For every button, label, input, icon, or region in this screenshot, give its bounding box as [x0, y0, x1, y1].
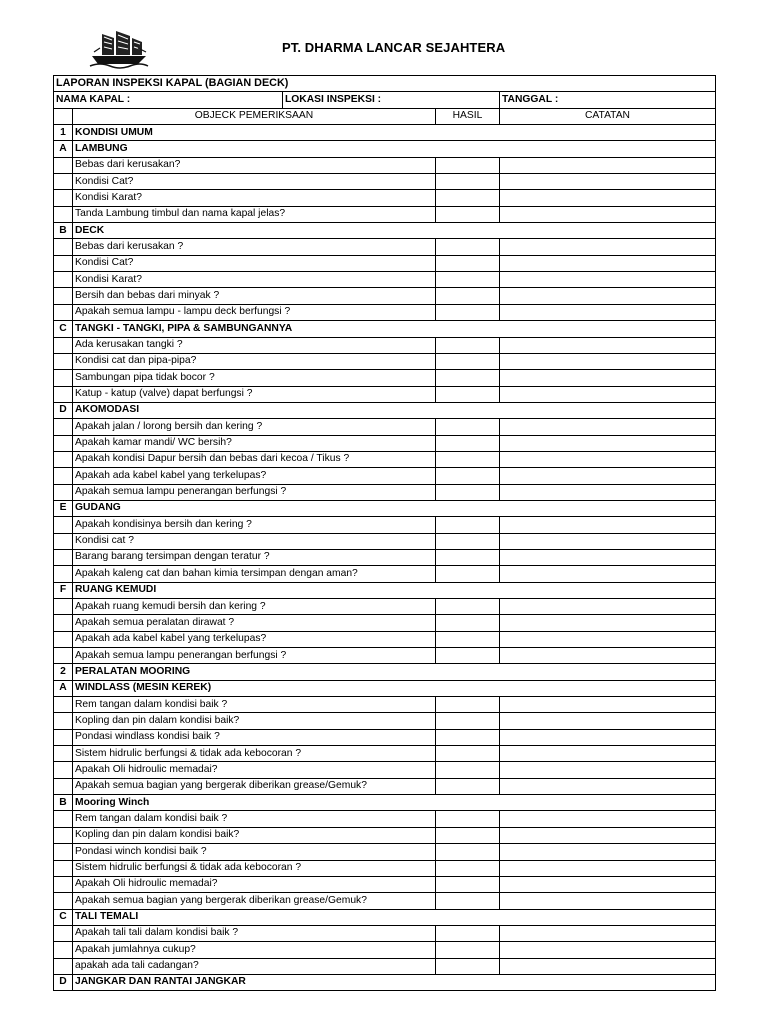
column-header-object: OBJECK PEMERIKSAAN	[73, 108, 436, 124]
checklist-row	[54, 549, 716, 565]
checklist-item-label: Apakah semua lampu - lampu deck berfungsi ?	[73, 304, 283, 320]
result-cell[interactable]	[436, 157, 500, 173]
object-extension-cell	[283, 729, 436, 745]
section-row	[54, 321, 716, 337]
column-header-notes: CATATAN	[500, 108, 716, 124]
checklist-row	[54, 337, 716, 353]
result-cell[interactable]	[436, 893, 500, 909]
section-row	[54, 664, 716, 680]
notes-cell[interactable]	[500, 337, 716, 353]
checklist-row	[54, 958, 716, 974]
checklist-row	[54, 925, 716, 941]
result-cell[interactable]	[436, 533, 500, 549]
checklist-row	[54, 942, 716, 958]
checklist-row	[54, 370, 716, 386]
result-cell[interactable]	[436, 386, 500, 402]
checklist-row	[54, 353, 716, 369]
row-number: E	[54, 500, 73, 516]
checklist-row	[54, 631, 716, 647]
checklist-item-label: Sambungan pipa tidak bocor ?	[73, 370, 283, 386]
notes-cell[interactable]	[500, 827, 716, 843]
result-cell[interactable]	[436, 468, 500, 484]
result-cell[interactable]	[436, 517, 500, 533]
object-extension-cell	[283, 811, 436, 827]
checklist-row	[54, 451, 716, 467]
row-number	[54, 746, 73, 762]
row-number	[54, 370, 73, 386]
row-number	[54, 206, 73, 222]
result-cell[interactable]	[436, 713, 500, 729]
row-number: F	[54, 582, 73, 598]
checklist-item-label: Apakah Oli hidroulic memadai?	[73, 876, 283, 892]
checklist-item-label: Barang barang tersimpan dengan teratur ?	[73, 549, 283, 565]
result-cell[interactable]	[436, 566, 500, 582]
result-cell[interactable]	[436, 778, 500, 794]
object-extension-cell	[283, 762, 436, 778]
checklist-item-label: Apakah kamar mandi/ WC bersih?	[73, 435, 283, 451]
object-extension-cell	[283, 599, 436, 615]
result-cell[interactable]	[436, 419, 500, 435]
checklist-row	[54, 599, 716, 615]
object-extension-cell	[283, 174, 436, 190]
object-extension-cell	[283, 942, 436, 958]
column-header-result: HASIL	[436, 108, 500, 124]
form-title-row	[54, 76, 716, 92]
checklist-item-label: Ada kerusakan tangki ?	[73, 337, 283, 353]
object-extension-cell	[283, 925, 436, 941]
section-row	[54, 680, 716, 696]
checklist-row	[54, 288, 716, 304]
result-cell[interactable]	[436, 958, 500, 974]
object-extension-cell	[283, 206, 436, 222]
row-number: D	[54, 402, 73, 418]
row-number	[54, 860, 73, 876]
row-number	[54, 778, 73, 794]
row-number	[54, 484, 73, 500]
object-extension-cell	[283, 517, 436, 533]
object-extension-cell	[283, 860, 436, 876]
object-extension-cell	[283, 190, 436, 206]
object-extension-cell	[283, 370, 436, 386]
row-number	[54, 451, 73, 467]
section-row	[54, 223, 716, 239]
notes-cell[interactable]	[500, 697, 716, 713]
row-number	[54, 517, 73, 533]
section-heading: LAMBUNG	[73, 141, 716, 157]
checklist-row	[54, 190, 716, 206]
notes-cell[interactable]	[500, 484, 716, 500]
checklist-item-label: Apakah kondisi Dapur bersih dan bebas dari kecoa / Tikus ?	[73, 451, 283, 467]
row-number: 1	[54, 125, 73, 141]
row-number	[54, 615, 73, 631]
checklist-row	[54, 844, 716, 860]
result-cell[interactable]	[436, 190, 500, 206]
checklist-row	[54, 533, 716, 549]
notes-cell[interactable]	[500, 157, 716, 173]
checklist-item-label: Kondisi Cat?	[73, 255, 283, 271]
row-number	[54, 157, 73, 173]
notes-cell[interactable]	[500, 239, 716, 255]
section-heading: KONDISI UMUM	[73, 125, 716, 141]
notes-cell[interactable]	[500, 272, 716, 288]
notes-cell[interactable]	[500, 451, 716, 467]
checklist-item-label: Apakah jalan / lorong bersih dan kering ?	[73, 419, 283, 435]
object-extension-cell	[283, 697, 436, 713]
notes-cell[interactable]	[500, 844, 716, 860]
ship-logo-icon	[88, 28, 150, 68]
object-extension-cell	[283, 844, 436, 860]
result-cell[interactable]	[436, 599, 500, 615]
checklist-item-label: Kondisi Karat?	[73, 190, 283, 206]
checklist-row	[54, 648, 716, 664]
notes-cell[interactable]	[500, 860, 716, 876]
object-extension-cell	[283, 484, 436, 500]
checklist-row	[54, 811, 716, 827]
notes-cell[interactable]	[500, 174, 716, 190]
notes-cell[interactable]	[500, 353, 716, 369]
notes-cell[interactable]	[500, 468, 716, 484]
checklist-item-label: Kopling dan pin dalam kondisi baik?	[73, 713, 283, 729]
notes-cell[interactable]	[500, 206, 716, 222]
checklist-item-label: Kondisi cat dan pipa-pipa?	[73, 353, 283, 369]
row-number: A	[54, 141, 73, 157]
object-extension-cell	[283, 876, 436, 892]
column-header-number	[54, 108, 73, 124]
row-number: C	[54, 909, 73, 925]
checklist-row	[54, 386, 716, 402]
checklist-item-label: Apakah semua lampu penerangan berfungsi ?	[73, 648, 283, 664]
checklist-item-label: Apakah kaleng cat dan bahan kimia tersimpan dengan aman?	[73, 566, 283, 582]
checklist-row	[54, 729, 716, 745]
object-extension-cell	[283, 157, 436, 173]
notes-cell[interactable]	[500, 566, 716, 582]
company-name: PT. DHARMA LANCAR SEJAHTERA	[282, 40, 506, 55]
row-number	[54, 648, 73, 664]
section-row	[54, 125, 716, 141]
object-extension-cell	[283, 746, 436, 762]
row-number: 2	[54, 664, 73, 680]
notes-cell[interactable]	[500, 729, 716, 745]
result-cell[interactable]	[436, 762, 500, 778]
object-extension-cell	[283, 337, 436, 353]
checklist-item-label: Rem tangan dalam kondisi baik ?	[73, 697, 283, 713]
checklist-item-label: Kondisi Karat?	[73, 272, 283, 288]
row-number	[54, 631, 73, 647]
checklist-item-label: Apakah ada kabel kabel yang terkelupas?	[73, 631, 283, 647]
checklist-item-label: Tanda Lambung timbul dan nama kapal jelas?	[73, 206, 283, 222]
checklist-item-label: Apakah kondisinya bersih dan kering ?	[73, 517, 283, 533]
row-number: B	[54, 795, 73, 811]
notes-cell[interactable]	[500, 190, 716, 206]
object-extension-cell	[283, 272, 436, 288]
checklist-row	[54, 746, 716, 762]
result-cell[interactable]	[436, 288, 500, 304]
page-header	[0, 28, 768, 72]
notes-cell[interactable]	[500, 517, 716, 533]
result-cell[interactable]	[436, 925, 500, 941]
notes-cell[interactable]	[500, 419, 716, 435]
checklist-item-label: Pondasi windlass kondisi baik ?	[73, 729, 283, 745]
section-heading: TALI TEMALI	[73, 909, 716, 925]
checklist-item-label: Kopling dan pin dalam kondisi baik?	[73, 827, 283, 843]
checklist-row	[54, 713, 716, 729]
object-extension-cell	[283, 827, 436, 843]
row-number	[54, 288, 73, 304]
section-row	[54, 402, 716, 418]
checklist-item-label: apakah ada tali cadangan?	[73, 958, 283, 974]
checklist-item-label: Apakah semua bagian yang bergerak diberikan grease/Gemuk?	[73, 778, 283, 794]
row-number	[54, 239, 73, 255]
checklist-item-label: Apakah semua peralatan dirawat ?	[73, 615, 283, 631]
checklist-item-label: Kondisi Cat?	[73, 174, 283, 190]
checklist-item-label: Sistem hidrulic berfungsi & tidak ada kebocoran ?	[73, 860, 283, 876]
section-row	[54, 582, 716, 598]
object-extension-cell	[283, 468, 436, 484]
result-cell[interactable]	[436, 827, 500, 843]
row-number	[54, 893, 73, 909]
checklist-row	[54, 484, 716, 500]
section-row	[54, 909, 716, 925]
row-number	[54, 599, 73, 615]
row-number	[54, 958, 73, 974]
object-extension-cell	[283, 549, 436, 565]
row-number	[54, 304, 73, 320]
checklist-row	[54, 174, 716, 190]
row-number	[54, 762, 73, 778]
result-cell[interactable]	[436, 549, 500, 565]
result-cell[interactable]	[436, 860, 500, 876]
checklist-row	[54, 615, 716, 631]
row-number	[54, 811, 73, 827]
checklist-row	[54, 778, 716, 794]
result-cell[interactable]	[436, 174, 500, 190]
checklist-row	[54, 255, 716, 271]
checklist-row	[54, 566, 716, 582]
checklist-row	[54, 762, 716, 778]
section-heading: RUANG KEMUDI	[73, 582, 716, 598]
result-cell[interactable]	[436, 876, 500, 892]
result-cell[interactable]	[436, 337, 500, 353]
notes-cell[interactable]	[500, 288, 716, 304]
checklist-item-label: Kondisi cat ?	[73, 533, 283, 549]
result-cell[interactable]	[436, 353, 500, 369]
row-number	[54, 844, 73, 860]
row-number	[54, 190, 73, 206]
object-extension-cell	[283, 958, 436, 974]
object-extension-cell	[283, 648, 436, 664]
result-cell[interactable]	[436, 697, 500, 713]
row-number	[54, 419, 73, 435]
result-cell[interactable]	[436, 370, 500, 386]
notes-cell[interactable]	[500, 762, 716, 778]
notes-cell[interactable]	[500, 876, 716, 892]
row-number	[54, 549, 73, 565]
form-title: LAPORAN INSPEKSI KAPAL (BAGIAN DECK)	[54, 76, 716, 92]
row-number	[54, 925, 73, 941]
section-heading: GUDANG	[73, 500, 716, 516]
row-number	[54, 942, 73, 958]
result-cell[interactable]	[436, 631, 500, 647]
notes-cell[interactable]	[500, 304, 716, 320]
form-info-row	[54, 92, 716, 108]
location-field[interactable]: LOKASI INSPEKSI :	[283, 92, 500, 108]
checklist-item-label: Apakah semua lampu penerangan berfungsi ?	[73, 484, 283, 500]
result-cell[interactable]	[436, 729, 500, 745]
result-cell[interactable]	[436, 206, 500, 222]
checklist-item-label: Apakah semua bagian yang bergerak diberikan grease/Gemuk?	[73, 893, 283, 909]
result-cell[interactable]	[436, 746, 500, 762]
notes-cell[interactable]	[500, 599, 716, 615]
object-extension-cell	[283, 631, 436, 647]
notes-cell[interactable]	[500, 386, 716, 402]
notes-cell[interactable]	[500, 942, 716, 958]
result-cell[interactable]	[436, 811, 500, 827]
row-number	[54, 272, 73, 288]
notes-cell[interactable]	[500, 648, 716, 664]
checklist-row	[54, 157, 716, 173]
result-cell[interactable]	[436, 648, 500, 664]
notes-cell[interactable]	[500, 435, 716, 451]
result-cell[interactable]	[436, 435, 500, 451]
section-heading: TANGKI - TANGKI, PIPA & SAMBUNGANNYA	[73, 321, 716, 337]
section-heading: Mooring Winch	[73, 795, 716, 811]
checklist-row	[54, 517, 716, 533]
row-number	[54, 255, 73, 271]
checklist-row	[54, 419, 716, 435]
notes-cell[interactable]	[500, 925, 716, 941]
column-header-row	[54, 108, 716, 124]
notes-cell[interactable]	[500, 893, 716, 909]
row-number	[54, 713, 73, 729]
section-heading: JANGKAR DAN RANTAI JANGKAR	[73, 974, 716, 990]
result-cell[interactable]	[436, 615, 500, 631]
object-extension-cell	[283, 533, 436, 549]
object-extension-cell	[283, 239, 436, 255]
result-cell[interactable]	[436, 239, 500, 255]
checklist-item-label: Apakah Oli hidroulic memadai?	[73, 762, 283, 778]
date-field[interactable]: TANGGAL :	[500, 92, 716, 108]
section-heading: PERALATAN MOORING	[73, 664, 716, 680]
section-heading: DECK	[73, 223, 716, 239]
checklist-row	[54, 697, 716, 713]
result-cell[interactable]	[436, 844, 500, 860]
notes-cell[interactable]	[500, 631, 716, 647]
checklist-item-label: Apakah tali tali dalam kondisi baik ?	[73, 925, 283, 941]
checklist-item-label: Apakah ruang kemudi bersih dan kering ?	[73, 599, 283, 615]
notes-cell[interactable]	[500, 255, 716, 271]
checklist-item-label: Rem tangan dalam kondisi baik ?	[73, 811, 283, 827]
row-number	[54, 533, 73, 549]
checklist-item-label: Apakah ada kabel kabel yang terkelupas?	[73, 468, 283, 484]
checklist-item-label: Sistem hidrulic berfungsi & tidak ada kebocoran ?	[73, 746, 283, 762]
checklist-row	[54, 876, 716, 892]
checklist-item-label: Bebas dari kerusakan ?	[73, 239, 283, 255]
row-number	[54, 353, 73, 369]
checklist-row	[54, 860, 716, 876]
row-number	[54, 435, 73, 451]
checklist-row	[54, 468, 716, 484]
ship-name-field[interactable]: NAMA KAPAL :	[54, 92, 283, 108]
checklist-row	[54, 827, 716, 843]
row-number	[54, 697, 73, 713]
section-row	[54, 795, 716, 811]
checklist-item-label: Bersih dan bebas dari minyak ?	[73, 288, 283, 304]
row-number	[54, 876, 73, 892]
inspection-table	[53, 75, 716, 991]
notes-cell[interactable]	[500, 746, 716, 762]
notes-cell[interactable]	[500, 615, 716, 631]
section-heading: WINDLASS (MESIN KEREK)	[73, 680, 716, 696]
object-extension-cell	[283, 255, 436, 271]
section-row	[54, 141, 716, 157]
row-number	[54, 337, 73, 353]
result-cell[interactable]	[436, 942, 500, 958]
row-number: A	[54, 680, 73, 696]
section-row	[54, 974, 716, 990]
notes-cell[interactable]	[500, 778, 716, 794]
notes-cell[interactable]	[500, 533, 716, 549]
object-extension-cell	[283, 386, 436, 402]
result-cell[interactable]	[436, 304, 500, 320]
checklist-item-label: Katup - katup (valve) dapat berfungsi ?	[73, 386, 283, 402]
result-cell[interactable]	[436, 484, 500, 500]
row-number: C	[54, 321, 73, 337]
result-cell[interactable]	[436, 451, 500, 467]
row-number	[54, 566, 73, 582]
row-number	[54, 729, 73, 745]
checklist-item-label: Pondasi winch kondisi baik ?	[73, 844, 283, 860]
notes-cell[interactable]	[500, 370, 716, 386]
result-cell[interactable]	[436, 255, 500, 271]
section-heading: AKOMODASI	[73, 402, 716, 418]
object-extension-cell	[283, 419, 436, 435]
checklist-item-label: Bebas dari kerusakan?	[73, 157, 283, 173]
checklist-row	[54, 272, 716, 288]
notes-cell[interactable]	[500, 549, 716, 565]
checklist-row	[54, 893, 716, 909]
result-cell[interactable]	[436, 272, 500, 288]
checklist-row	[54, 206, 716, 222]
checklist-row	[54, 304, 716, 320]
row-number	[54, 827, 73, 843]
checklist-row	[54, 435, 716, 451]
row-number	[54, 468, 73, 484]
row-number	[54, 174, 73, 190]
checklist-item-label: Apakah jumlahnya cukup?	[73, 942, 283, 958]
row-number: D	[54, 974, 73, 990]
object-extension-cell	[283, 304, 436, 320]
object-extension-cell	[283, 615, 436, 631]
row-number: B	[54, 223, 73, 239]
checklist-row	[54, 239, 716, 255]
notes-cell[interactable]	[500, 713, 716, 729]
object-extension-cell	[283, 435, 436, 451]
object-extension-cell	[283, 288, 436, 304]
object-extension-cell	[283, 713, 436, 729]
object-extension-cell	[283, 353, 436, 369]
section-row	[54, 500, 716, 516]
notes-cell[interactable]	[500, 811, 716, 827]
notes-cell[interactable]	[500, 958, 716, 974]
row-number	[54, 386, 73, 402]
